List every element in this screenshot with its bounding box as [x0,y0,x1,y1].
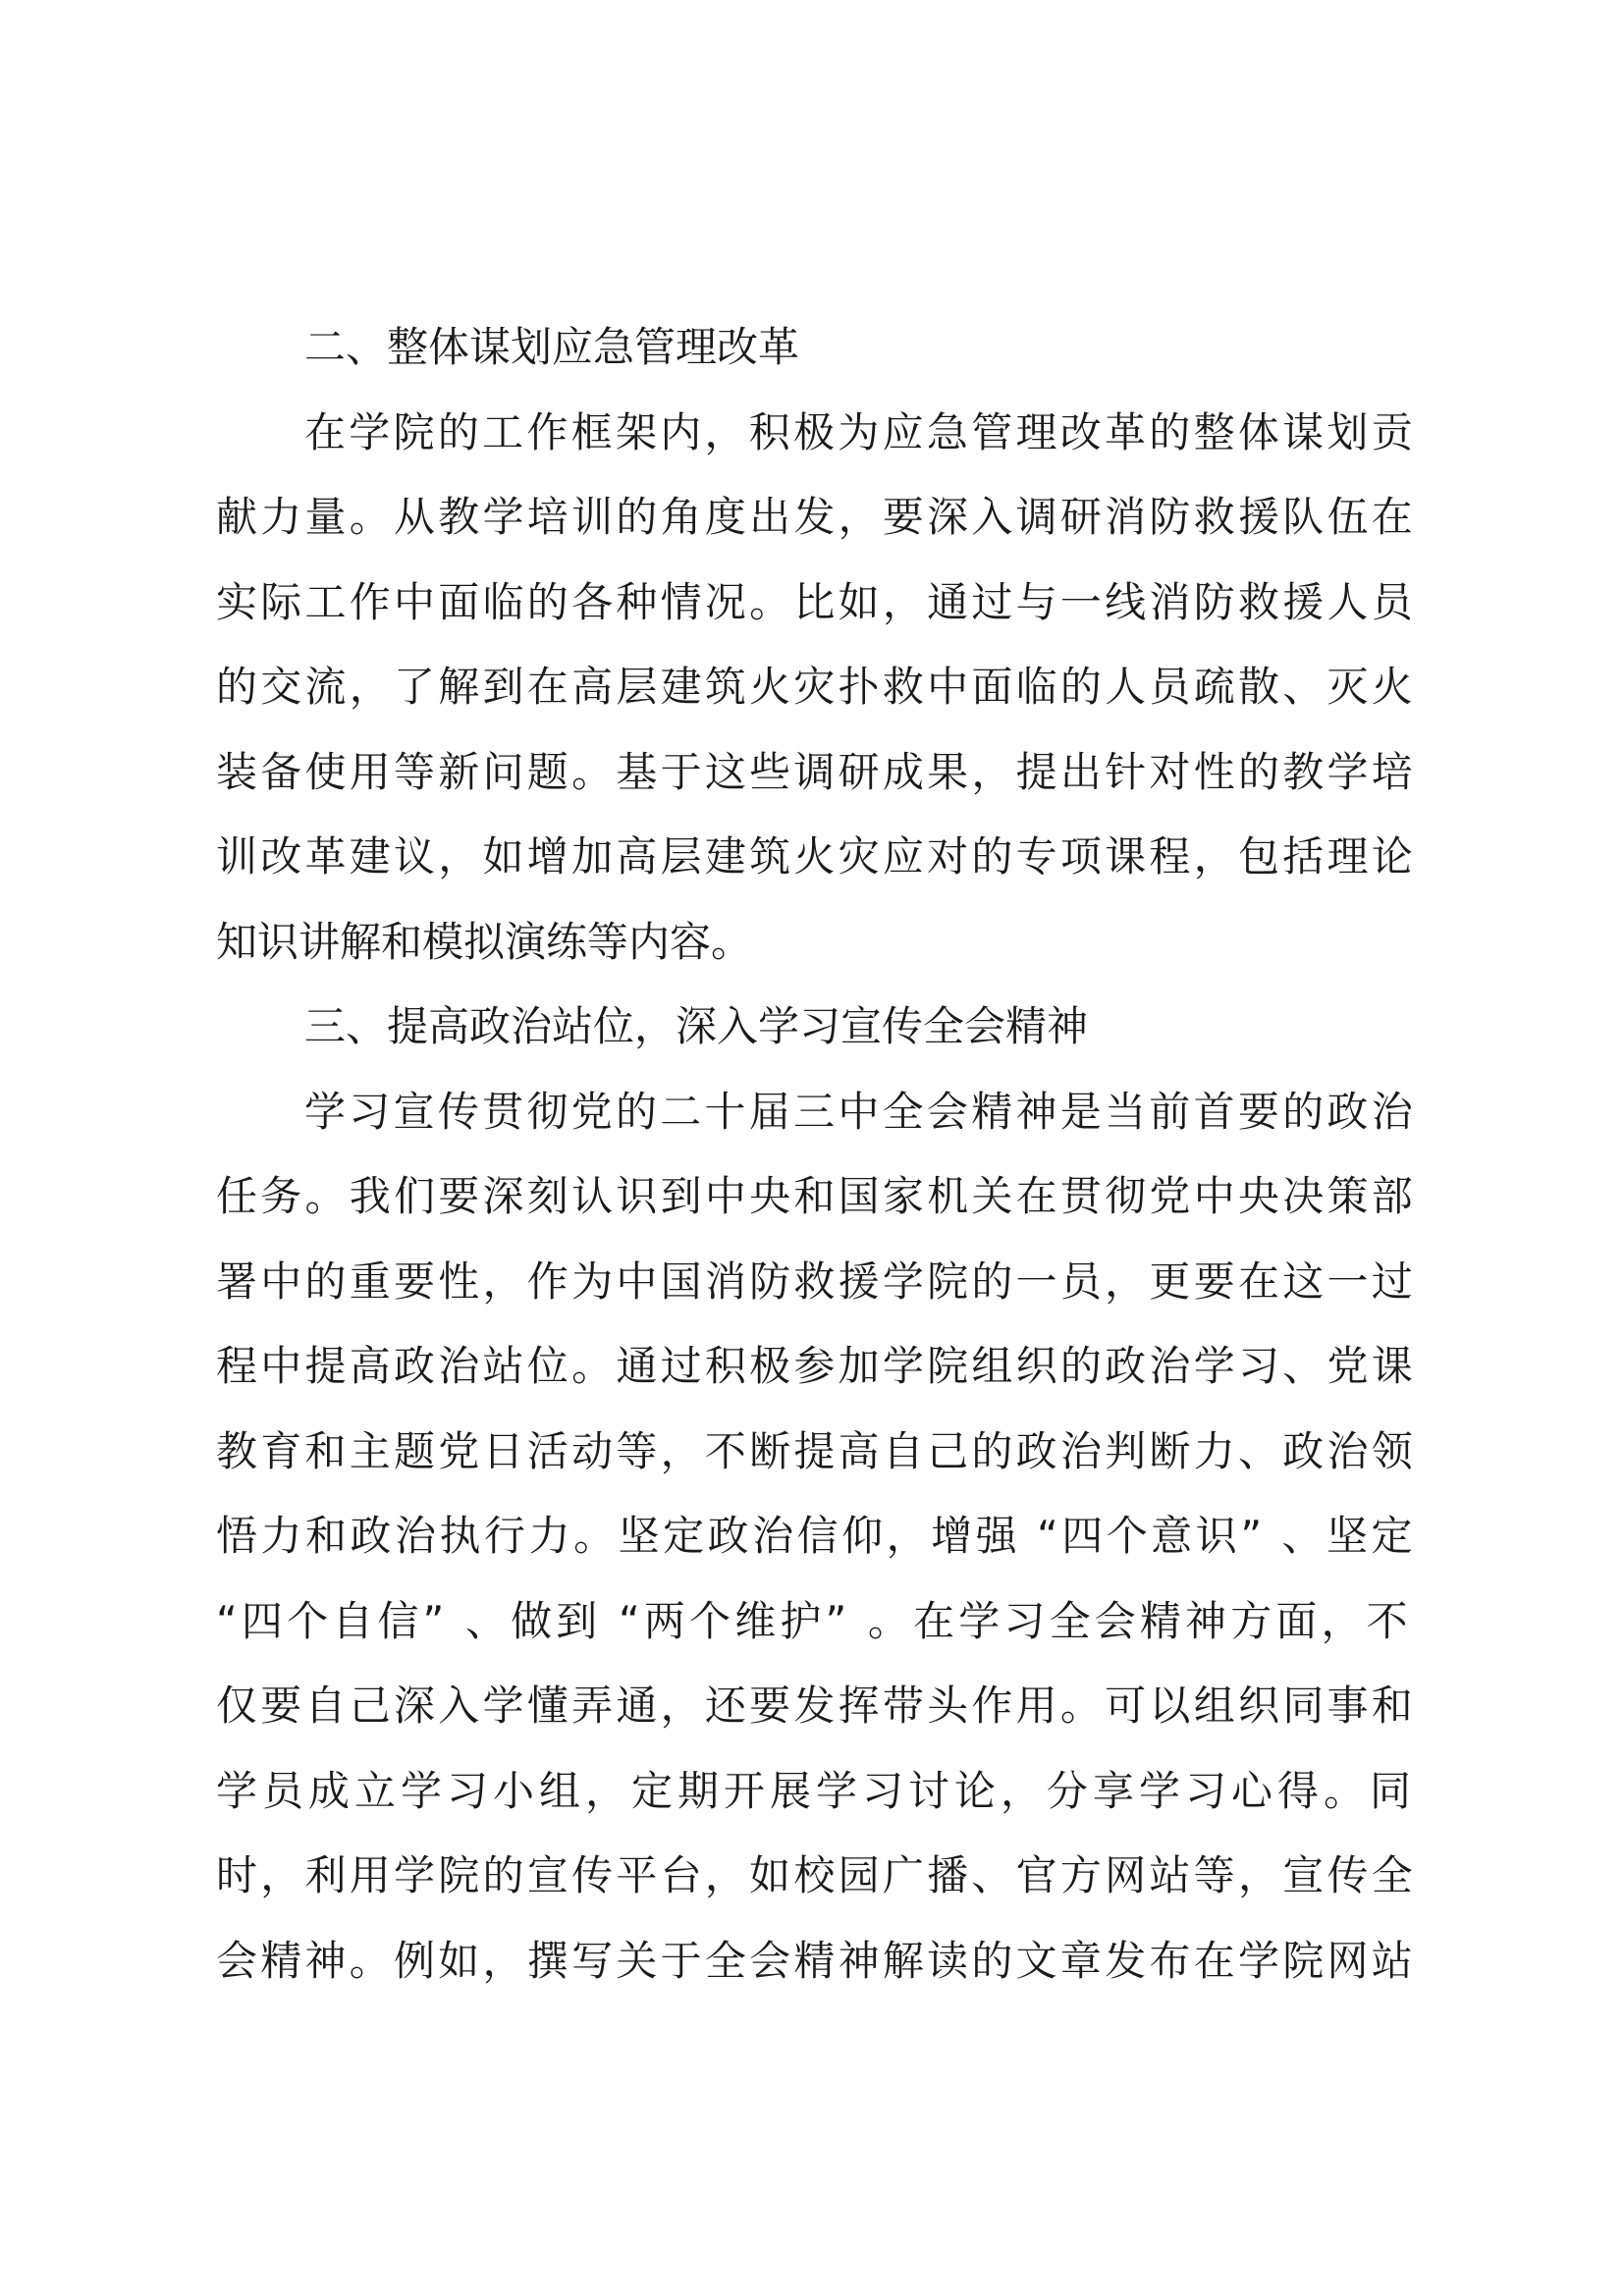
section-heading: 三、提高政治站位，深入学习宣传全会精神 [304,1002,1089,1050]
paragraph-line: 程中提高政治站位。通过积极参加学院组织的政治学习、党课 [216,1342,1416,1390]
paragraph-line: 时，利用学院的宣传平台，如校园广播、官方网站等，宣传全 [216,1851,1416,1899]
paragraph-line: 会精神。例如，撰写关于全会精神解读的文章发布在学院网站 [216,1937,1416,1985]
paragraph-line: 教育和主题党日活动等，不断提高自己的政治判断力、政治领 [216,1427,1416,1475]
paragraph-line: 悟力和政治执行力。坚定政治信仰，增强 “四个意识” 、坚定 [216,1512,1416,1560]
paragraph-line: 学员成立学习小组，定期开展学习讨论，分享学习心得。同 [216,1767,1416,1815]
paragraph-line: 的交流，了解到在高层建筑火灾扑救中面临的人员疏散、灭火 [216,663,1416,711]
paragraph-line: 装备使用等新问题。基于这些调研成果，提出针对性的教学培 [216,748,1416,796]
paragraph-line: 署中的重要性，作为中国消防救援学院的一员，更要在这一过 [216,1257,1416,1306]
paragraph-line: 任务。我们要深刻认识到中央和国家机关在贯彻党中央决策部 [216,1172,1416,1220]
paragraph-line: 学习宣传贯彻党的二十届三中全会精神是当前首要的政治 [304,1088,1416,1136]
paragraph-line: 在学院的工作框架内，积极为应急管理改革的整体谋划贡 [304,408,1416,456]
section-heading: 二、整体谋划应急管理改革 [304,323,800,371]
paragraph-line: 知识讲解和模拟演练等内容。 [216,918,753,966]
paragraph-line: 献力量。从教学培训的角度出发，要深入调研消防救援队伍在 [216,493,1416,541]
paragraph-line: “四个自信” 、做到 “两个维护” 。在学习全会精神方面，不 [216,1597,1412,1645]
paragraph-line: 训改革建议，如增加高层建筑火灾应对的专项课程，包括理论 [216,832,1416,881]
paragraph-line: 仅要自己深入学懂弄通，还要发挥带头作用。可以组织同事和 [216,1682,1416,1730]
paragraph-line: 实际工作中面临的各种情况。比如，通过与一线消防救援人员 [216,578,1416,626]
